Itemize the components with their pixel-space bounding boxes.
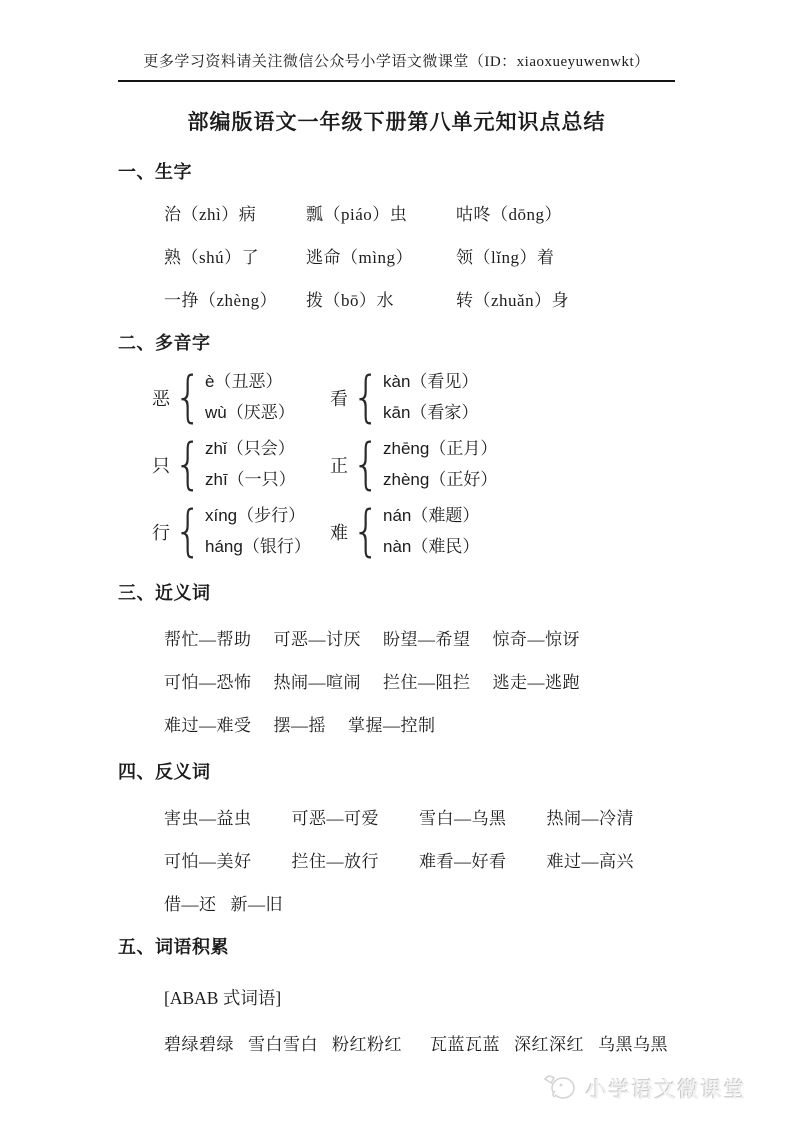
shengzi-entry: 熟（shú）了 [164,248,260,267]
shengzi-entry: 治（zhì）病 [164,205,257,224]
polyphonic-reading: zhī（一只） [205,469,296,489]
abab-word: 粉红粉红 [332,1034,402,1054]
polyphonic-reading: zhǐ（只会） [205,439,295,459]
antonym-pair: 拦住—放行 [291,851,379,871]
polyphonic-reading: zhēng（正月） [383,439,498,459]
section-heading-fanyici: 四、反义词 [118,761,211,782]
section-heading-shengzi: 一、生字 [118,162,192,182]
shengzi-entry: 拨（bō）水 [306,291,394,310]
antonym-pair: 可怕—美好 [164,851,252,871]
header-notice: 更多学习资料请关注微信公众号小学语文微课堂（ID：xiaoxueyuwenwkt） [143,54,650,70]
abab-word: 乌黑乌黑 [598,1034,668,1054]
brace-glyph: { [174,432,202,497]
synonym-pair: 可恶—讨厌 [273,629,361,649]
section-ciyu [118,933,675,1053]
antonym-pair: 新—旧 [230,894,283,914]
polyphonic-reading: háng（银行） [205,536,311,556]
polyphonic-readings [383,367,478,428]
abab-word: 深红深红 [514,1034,584,1054]
antonym-pair: 可恶—可爱 [291,808,379,828]
shengzi-entry: 转（zhuǎn）身 [456,291,570,310]
shengzi-entry: 咕咚（dōng） [456,205,562,224]
synonym-pair: 逃走—逃跑 [492,672,580,692]
shengzi-entry: 瓢（piáo）虫 [306,205,408,224]
synonym-pair: 可怕—恐怖 [164,672,252,692]
footer-watermark [541,1071,747,1106]
antonym-pair: 借—还 [164,894,217,914]
polyphonic-group [330,501,675,562]
brace-glyph: { [174,365,202,429]
polyphonic-reading: kān（看家） [383,402,479,422]
brace-glyph: { [352,365,380,429]
synonym-row [164,674,675,691]
antonym-row [164,896,675,913]
brace-glyph: { [352,432,380,497]
polyphonic-readings [383,434,497,495]
abab-word-row [164,1036,675,1053]
shengzi-entry: 逃命（mìng） [306,248,413,267]
header-divider [118,80,675,82]
polyphonic-reading: wù（厌恶） [205,402,295,422]
section-duoyinzi [118,329,675,563]
polyphonic-reading: nán（难题） [383,506,480,526]
watermark-text: 小学语文微课堂 [586,1078,747,1102]
shengzi-grid [164,206,675,309]
antonym-row [164,853,675,870]
brace-glyph: { [174,499,202,564]
abab-word: 瓦蓝瓦蓝 [430,1034,500,1054]
shengzi-entry: 一挣（zhèng） [164,291,278,310]
antonym-pair: 难看—好看 [419,851,507,871]
synonym-pair: 惊奇—惊讶 [492,629,580,649]
section-heading-jinyici: 三、近义词 [118,582,211,603]
polyphonic-grid [152,367,675,563]
polyphonic-reading: zhèng（正好） [383,469,498,489]
polyphonic-char: 只 [152,455,170,476]
abab-word: 碧绿碧绿 [164,1034,234,1054]
polyphonic-group [152,434,330,495]
section-jinyici [118,579,675,734]
antonym-pair: 雪白—乌黑 [419,808,507,828]
polyphonic-char: 正 [330,455,348,476]
synonym-pair: 热闹—喧闹 [273,672,361,692]
page-title: 部编版语文一年级下册第八单元知识点总结 [187,111,606,134]
antonym-pair: 热闹—冷清 [546,808,634,828]
section-heading-ciyu: 五、词语积累 [118,936,229,957]
section-heading-duoyinzi: 二、多音字 [118,333,211,353]
antonym-pair: 难过—高兴 [546,851,634,871]
page-header [118,50,675,82]
polyphonic-char: 看 [330,388,348,409]
section-shengzi [118,158,675,309]
polyphonic-reading: nàn（难民） [383,536,480,556]
synonym-pair: 掌握—控制 [348,715,436,735]
polyphonic-group [152,367,330,428]
shengzi-entry: 领（lǐng）着 [456,248,555,267]
polyphonic-readings [205,434,296,495]
ciyu-subheading: [ABAB 式词语] [164,987,282,1008]
polyphonic-group [152,501,330,562]
antonym-row [164,810,675,827]
brace-glyph: { [352,499,380,564]
polyphonic-char: 行 [152,522,170,543]
chick-logo-icon [541,1071,579,1106]
section-fanyici [118,758,675,913]
synonym-row [164,717,675,734]
synonym-row [164,631,675,648]
polyphonic-reading: kàn（看见） [383,372,479,391]
synonym-pair: 拦住—阻拦 [383,672,471,692]
synonym-pair: 帮忙—帮助 [164,629,252,649]
abab-word: 雪白雪白 [248,1034,318,1054]
polyphonic-group [330,367,675,428]
polyphonic-group [330,434,675,495]
polyphonic-readings [205,367,295,428]
antonym-pair: 害虫—益虫 [164,808,252,828]
synonym-pair: 难过—难受 [164,715,252,735]
synonym-pair: 摆—摇 [273,715,326,735]
synonym-pair: 盼望—希望 [383,629,471,649]
polyphonic-readings [205,501,311,562]
polyphonic-readings [383,501,479,562]
polyphonic-char: 恶 [152,388,170,409]
polyphonic-reading: è（丑恶） [205,372,283,391]
polyphonic-char: 难 [330,522,348,543]
polyphonic-reading: xíng（步行） [205,506,306,526]
